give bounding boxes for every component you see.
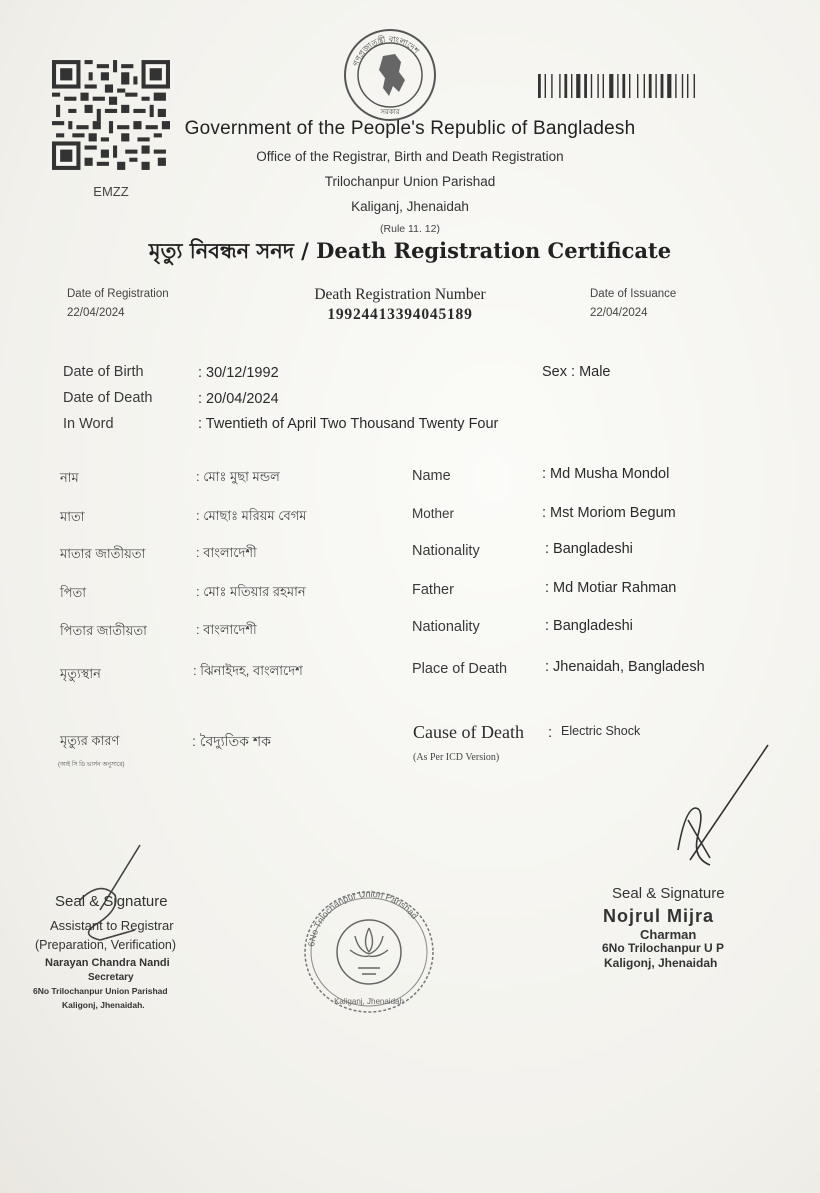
left-role: Assistant to Registrar xyxy=(50,918,174,933)
barcode-bar xyxy=(694,74,695,98)
location-heading: Kaliganj, Jhenaidah xyxy=(351,199,469,214)
barcode-bar xyxy=(538,74,541,98)
barcode-bar xyxy=(591,74,592,98)
bn-cause-sub: (আই সি ডি ভার্সন অনুসারে) xyxy=(58,762,125,768)
bn-mother-nationality-label: মাতার জাতীয়তা xyxy=(60,546,146,561)
union-seal-icon xyxy=(300,888,438,1016)
left-role-detail: (Preparation, Verification) xyxy=(35,938,177,952)
barcode-bar xyxy=(629,74,630,98)
barcode-bar xyxy=(551,74,552,98)
name-value: : Md Musha Mondol xyxy=(542,466,670,482)
bn-name-label: নাম xyxy=(60,470,79,485)
cause-sub: (As Per ICD Version) xyxy=(413,752,500,763)
father-value: : Md Motiar Rahman xyxy=(545,580,677,596)
barcode-bar xyxy=(644,74,645,98)
barcode-bar xyxy=(675,74,676,98)
right-place: Kaligonj, Jhenaidah xyxy=(604,956,718,970)
certificate-title: মৃত্যু নিবন্ধন সনদ / Death Registration Certificate xyxy=(148,238,672,263)
date-of-registration-value: 22/04/2024 xyxy=(67,307,125,319)
barcode-bar xyxy=(661,74,664,98)
dod-label: Date of Death xyxy=(63,390,153,406)
barcode-bar xyxy=(576,74,580,98)
left-org: 6No Trilochanpur Union Parishad xyxy=(33,986,168,996)
barcode-bar xyxy=(571,74,572,98)
father-nationality-label: Nationality xyxy=(412,619,480,635)
seal-bottom-text: Kaliganj, Jhenaidah xyxy=(334,997,404,1006)
name-label: Name xyxy=(412,468,451,484)
bn-father-label: পিতা xyxy=(60,585,87,600)
bn-place-of-death-label: মৃত্যুস্থান xyxy=(60,666,101,681)
mother-label: Mother xyxy=(412,506,455,521)
barcode-bar xyxy=(637,74,638,98)
barcode-bar xyxy=(603,74,604,98)
barcode-bar xyxy=(597,74,598,98)
cause-colon: : xyxy=(548,724,553,741)
bn-mother-label: মাতা xyxy=(60,509,85,524)
government-emblem-icon xyxy=(343,28,437,122)
barcode-icon xyxy=(538,74,738,98)
registration-number-label: Death Registration Number xyxy=(314,286,486,303)
right-title: Charman xyxy=(640,927,697,942)
barcode-bar xyxy=(545,74,546,98)
dob-label: Date of Birth xyxy=(63,364,144,380)
sex-value: Sex : Male xyxy=(542,364,611,380)
barcode-bar xyxy=(617,74,618,98)
right-name: Nojrul Mijra xyxy=(603,906,715,926)
office-heading: Office of the Registrar, Birth and Death Registration xyxy=(256,149,564,164)
mother-nationality-value: : Bangladeshi xyxy=(545,541,633,557)
bn-father-nationality-value: : বাংলাদেশী xyxy=(196,622,257,637)
dod-value: : 20/04/2024 xyxy=(198,391,279,407)
father-nationality-value: : Bangladeshi xyxy=(545,618,633,634)
left-seal-label: Seal & Signature xyxy=(55,893,168,910)
barcode-bar xyxy=(559,74,560,98)
bn-cause-value: : বৈদ্যুতিক শক xyxy=(192,733,271,749)
date-of-issuance-value: 22/04/2024 xyxy=(590,307,648,319)
barcode-bar xyxy=(649,74,652,98)
emblem-top-text: গণপ্রজাতন্ত্রী বাংলাদেশ xyxy=(351,34,421,68)
seal-ring-text: 6No Trilochanpur Union Parishad xyxy=(306,888,420,948)
emblem-bottom-text: সরকার xyxy=(380,109,400,116)
barcode-bar xyxy=(609,74,613,98)
bn-father-value: : মোঃ মতিয়ার রহমান xyxy=(196,584,306,599)
place-of-death-label: Place of Death xyxy=(412,661,508,677)
bn-father-nationality-label: পিতার জাতীয়তা xyxy=(60,623,147,638)
rule-text: (Rule 11. 12) xyxy=(380,223,440,235)
government-heading: Government of the People's Republic of Bangladesh xyxy=(184,118,636,139)
left-name: Narayan Chandra Nandi xyxy=(45,957,170,969)
in-word-value: : Twentieth of April Two Thousand Twenty Four xyxy=(198,416,499,432)
father-label: Father xyxy=(412,582,454,598)
barcode-bar xyxy=(682,74,683,98)
barcode-bar xyxy=(687,74,688,98)
bn-mother-value: : মোছাঃ মরিয়ম বেগম xyxy=(196,508,307,523)
union-heading: Trilochanpur Union Parishad xyxy=(324,174,496,189)
right-signature-scribble-icon xyxy=(650,740,775,870)
place-of-death-value: : Jhenaidah, Bangladesh xyxy=(545,659,705,675)
date-of-registration-label: Date of Registration xyxy=(67,288,169,300)
bn-mother-nationality-value: : বাংলাদেশী xyxy=(196,545,257,560)
date-of-issuance-label: Date of Issuance xyxy=(590,288,677,300)
barcode-bar xyxy=(622,74,625,98)
right-seal-label: Seal & Signature xyxy=(612,885,725,902)
left-place: Kaligonj, Jhenaidah. xyxy=(62,1000,145,1010)
cause-label: Cause of Death xyxy=(413,722,524,742)
left-title: Secretary xyxy=(88,972,134,983)
registration-number-value: 19924413394045189 xyxy=(327,306,473,323)
in-word-label: In Word xyxy=(63,416,114,432)
svg-text:6No Trilochanpur Union Parisha xyxy=(306,889,420,947)
bn-cause-label: মৃত্যুর কারণ xyxy=(60,733,120,748)
barcode-bar xyxy=(655,74,656,98)
right-org: 6No Trilochanpur U P xyxy=(602,941,725,955)
barcode-bar xyxy=(584,74,587,98)
barcode-bar xyxy=(564,74,567,98)
barcode-bar xyxy=(667,74,671,98)
cause-value: Electric Shock xyxy=(561,724,641,738)
mother-nationality-label: Nationality xyxy=(412,543,480,559)
dob-value: : 30/12/1992 xyxy=(198,365,279,381)
bn-place-of-death-value: : ঝিনাইদহ, বাংলাদেশ xyxy=(193,663,303,678)
mother-value: : Mst Moriom Begum xyxy=(542,505,676,521)
qr-code-label: EMZZ xyxy=(93,184,129,199)
bn-name-value: : মোঃ মুছা মন্ডল xyxy=(196,469,280,484)
